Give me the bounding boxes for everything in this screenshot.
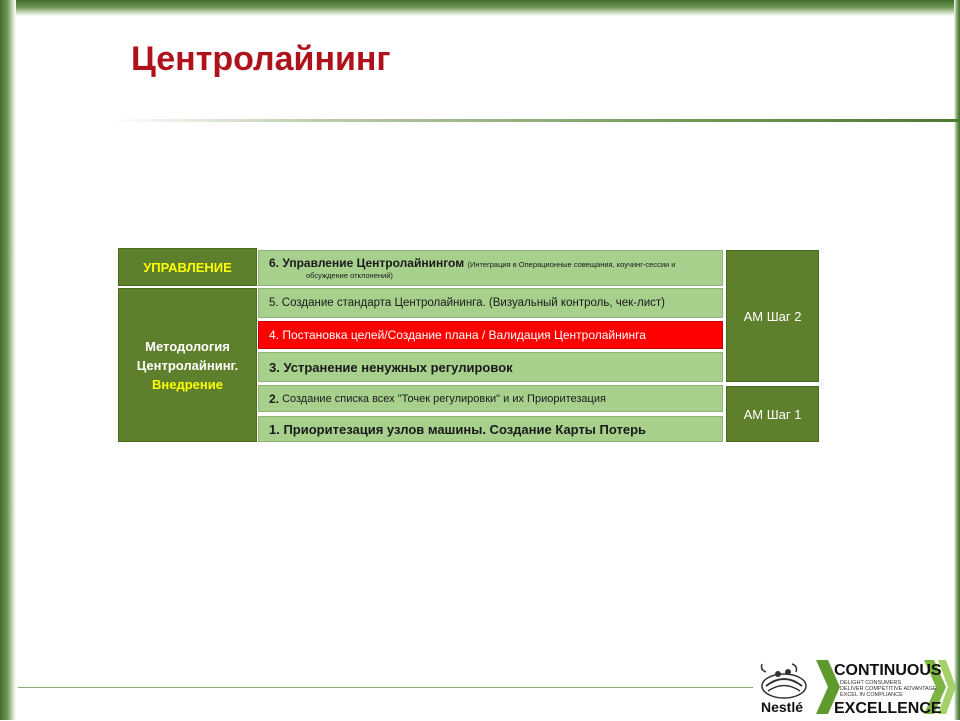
am-step-2-box: [726, 250, 819, 382]
right-frame-gradient: [954, 0, 960, 720]
upravlenie-label: УПРАВЛЕНИЕ: [143, 259, 232, 275]
tagline-2: DELIVER COMPETITIVE ADVANTAGE: [840, 686, 937, 692]
step-2-label: Создание списка всех "Точек регулировки" и их Приоритезация: [279, 392, 606, 405]
methodology-line-1: Методология: [145, 338, 230, 354]
step-2: [258, 385, 723, 412]
step-4-label: 4. Постановка целей/Создание плана / Валидация Центролайнинга: [269, 328, 646, 342]
excellence-text: EXCELLENCE: [834, 700, 942, 716]
methodology-line-3: Внедрение: [152, 376, 223, 392]
upravlenie-box: [118, 248, 257, 286]
step-1: [258, 416, 723, 442]
page-title: Центролайнинг: [131, 40, 391, 78]
continuous-text: CONTINUOUS: [834, 662, 942, 679]
step-2-number: 2.: [269, 391, 280, 406]
step-5: [258, 288, 723, 318]
continuous-excellence-logo: [758, 658, 958, 716]
step-3-label: 3. Устранение ненужных регулировок: [269, 359, 513, 375]
step-4: [258, 321, 723, 349]
step-6-note-1: (Интеграция в Операционные совещания, коучинг-сессии и: [467, 260, 676, 269]
step-6-label: 6. Управление Центролайнингом: [269, 256, 465, 270]
left-frame-gradient: [0, 0, 16, 720]
am-step-1-label: АМ Шаг 1: [743, 406, 802, 422]
step-5-label: 5. Создание стандарта Центролайнинга. (Визуальный контроль, чек-лист): [269, 297, 665, 309]
step-1-label: 1. Приоритезация узлов машины. Создание Карты Потерь: [269, 421, 647, 437]
methodology-box: [118, 288, 257, 442]
methodology-line-2: Центролайнинг.: [136, 357, 239, 373]
nestle-brand-text: Nestlé: [761, 699, 804, 715]
nest-emblem-icon: [762, 664, 807, 698]
am-step-1-box: [726, 386, 819, 442]
tagline-3: EXCEL IN COMPLIANCE: [840, 692, 903, 698]
am-step-2-label: АМ Шаг 2: [743, 308, 802, 324]
step-3: [258, 352, 723, 382]
step-6-note-2: обсуждение отклонений): [306, 271, 393, 280]
footer-divider: [18, 687, 753, 688]
title-divider: [110, 119, 960, 122]
tagline-1: DELIGHT CONSUMERS: [840, 680, 902, 686]
top-frame-gradient: [0, 0, 960, 16]
step-6: [258, 250, 723, 286]
